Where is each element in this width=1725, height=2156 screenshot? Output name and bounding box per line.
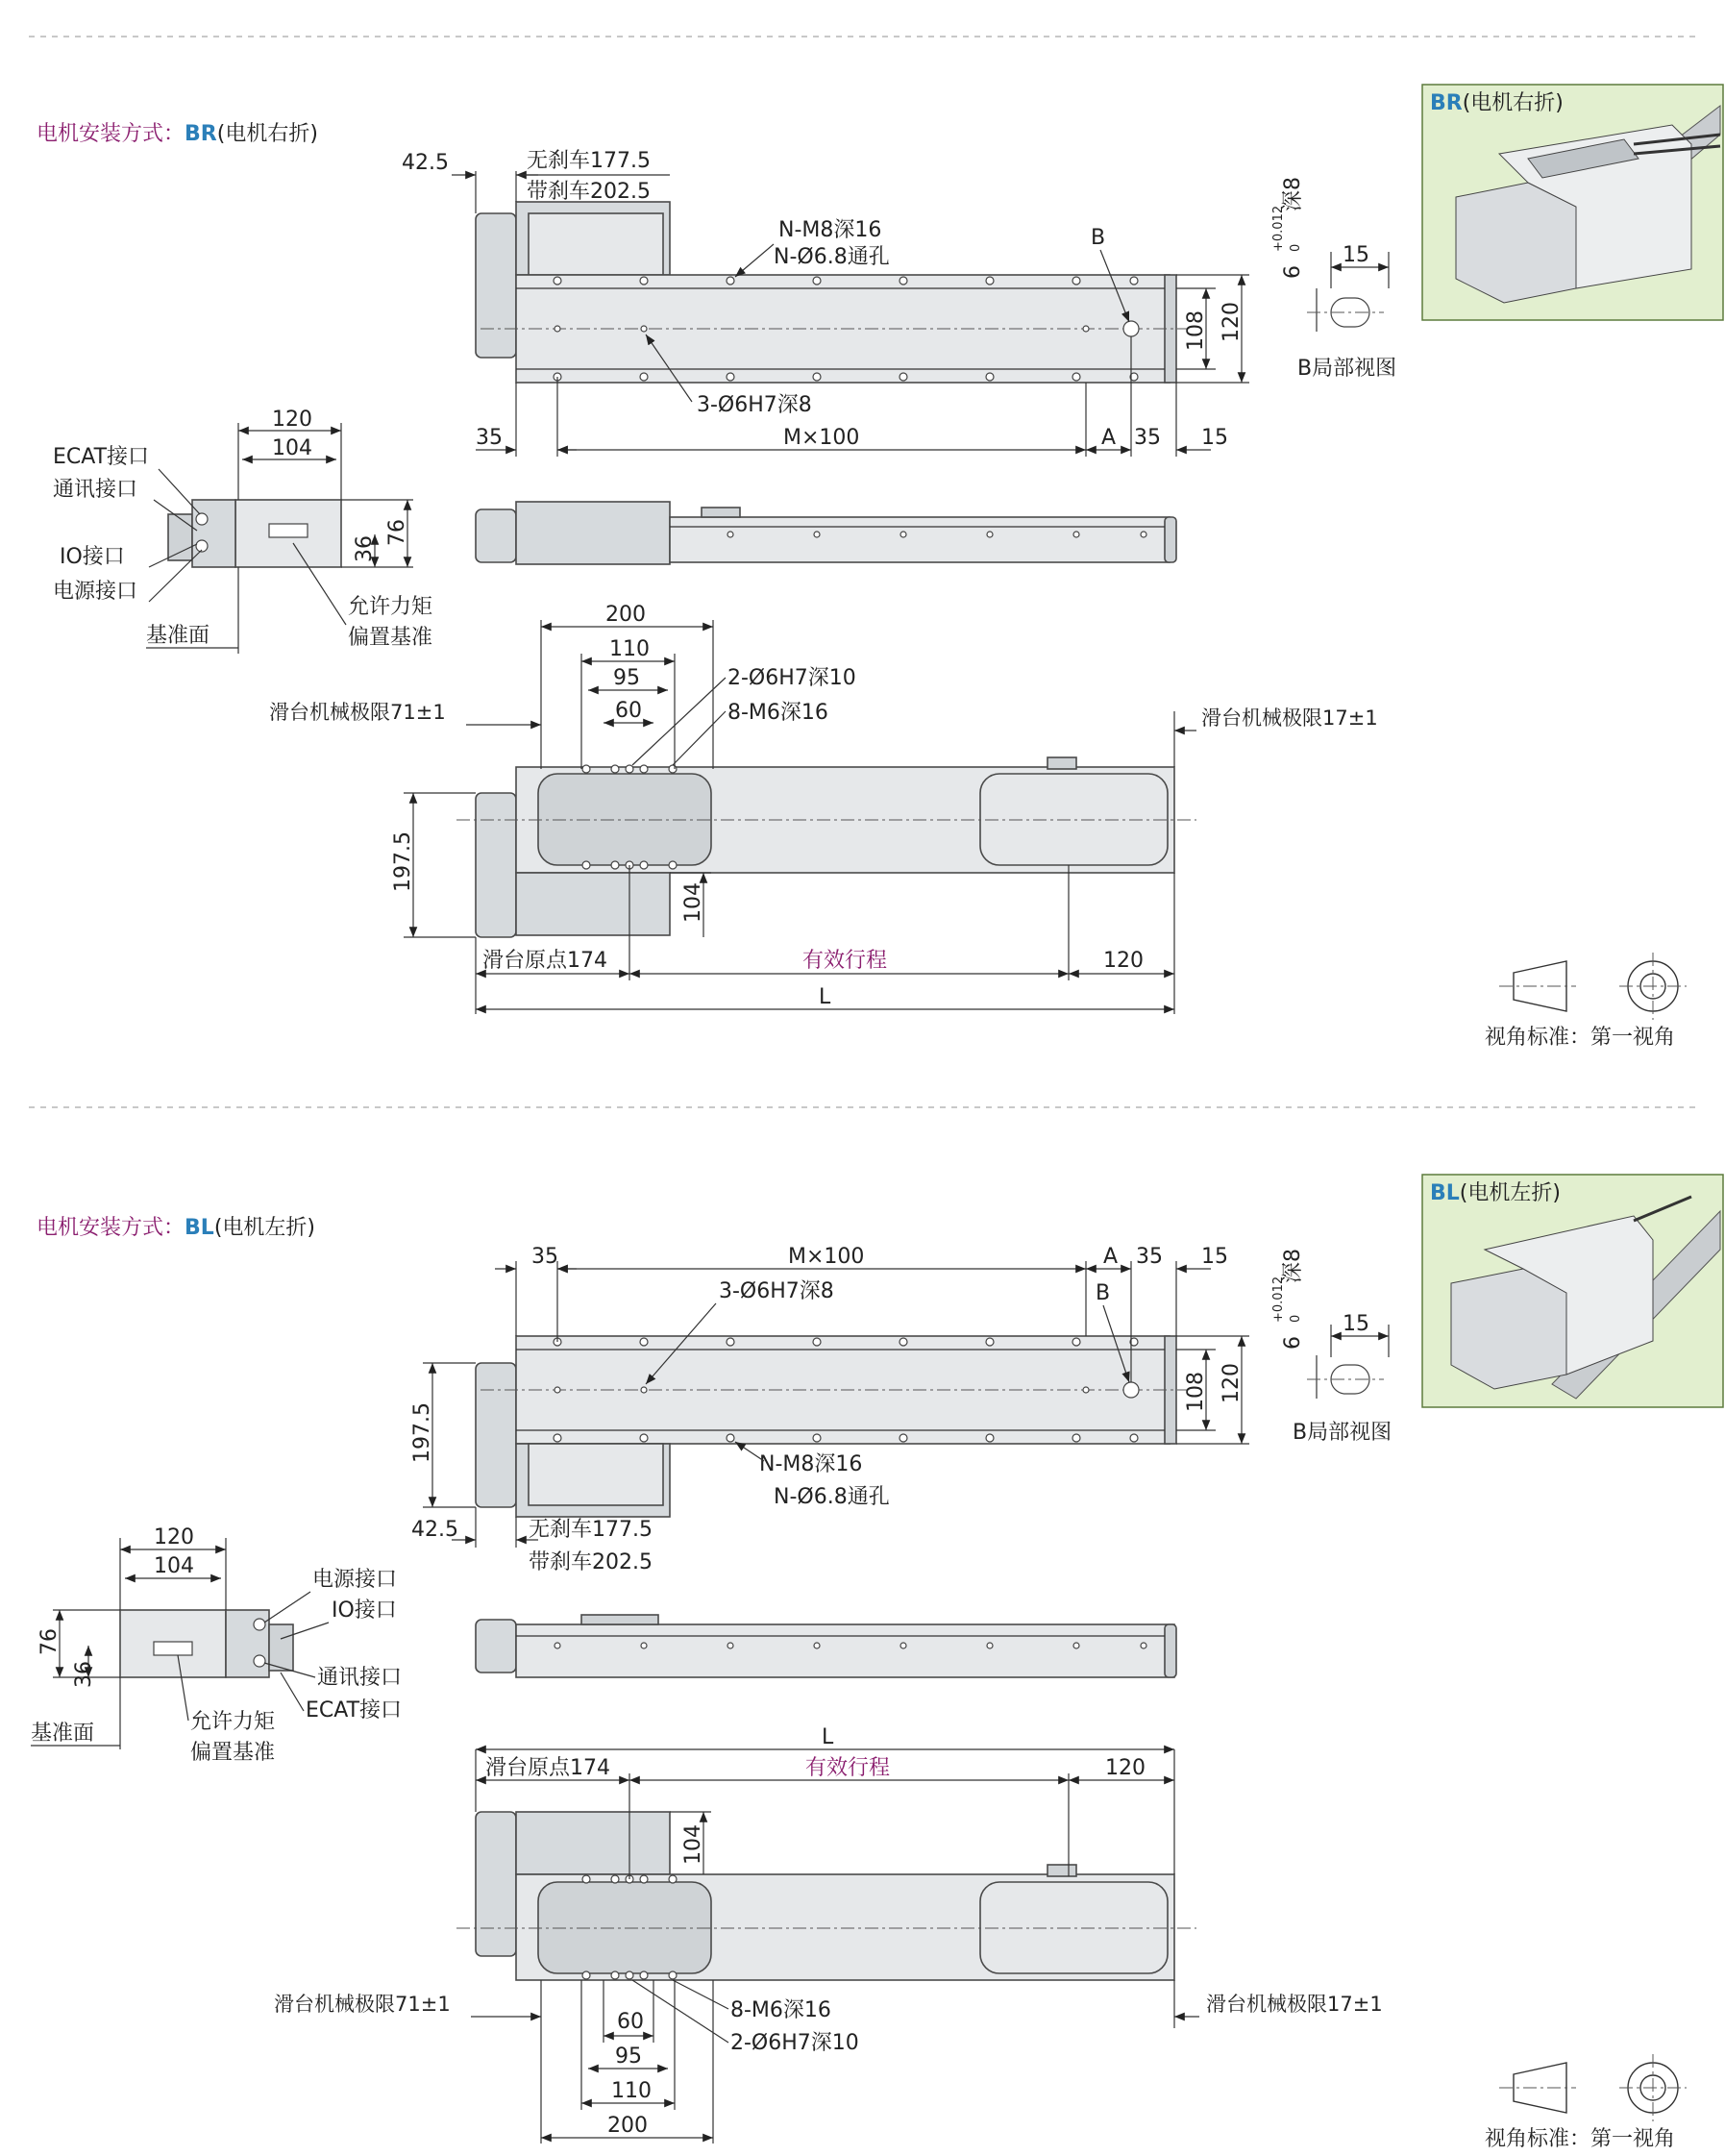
dim-35: 35 <box>476 426 503 450</box>
bl-end-dim-104: 104 <box>154 1554 194 1578</box>
dim-a: A <box>1101 426 1117 450</box>
view-standard-label: 视角标准：第一视角 <box>1485 1026 1676 1050</box>
tap-holes-label: N-M8深16 <box>778 218 882 242</box>
bl-detail-dim-15: 15 <box>1343 1312 1369 1336</box>
bl-limit-right-label: 滑台机械极限17±1 <box>1206 1993 1383 2016</box>
slide-dim-104: 104 <box>681 882 705 923</box>
datum-label: 基准面 <box>146 624 210 648</box>
dowel-holes-label: 3-Ø6H7深8 <box>697 393 812 417</box>
ecat-port-label: ECAT接口 <box>53 445 150 469</box>
bl-slide-dim-95: 95 <box>615 2044 642 2069</box>
io-port-label: IO接口 <box>60 545 125 569</box>
moment-label-1: 允许力矩 <box>348 595 433 619</box>
bl-limit-left-label: 滑台机械极限71±1 <box>274 1993 451 2016</box>
end-dim-36: 36 <box>353 535 377 562</box>
bl-origin-label: 滑台原点174 <box>485 1756 610 1780</box>
bl-view-standard-label: 视角标准：第一视角 <box>1485 2127 1676 2151</box>
end-dim-104: 104 <box>272 436 312 460</box>
bl-dowel-label: 3-Ø6H7深8 <box>719 1279 834 1303</box>
bl-detail-depth: 深8 <box>1281 1249 1305 1283</box>
detail-dim-6: 6 <box>1281 265 1305 279</box>
slide-dowel-label: 2-Ø6H7深10 <box>727 666 856 690</box>
bl-dim-35-right: 35 <box>1136 1245 1163 1269</box>
slide-dim-120: 120 <box>1103 949 1144 973</box>
detail-b-caption: B局部视图 <box>1297 357 1397 381</box>
limit-right-label: 滑台机械极限17±1 <box>1201 706 1378 730</box>
bl-dim-15: 15 <box>1201 1245 1228 1269</box>
bl-end-dim-76: 76 <box>37 1628 62 1655</box>
bl-through-holes-label: N-Ø6.8通孔 <box>774 1485 890 1509</box>
dim-42-5: 42.5 <box>402 151 449 175</box>
bl-slide-dim-104: 104 <box>681 1824 705 1865</box>
end-view-br <box>53 408 432 654</box>
bl-detail-tol-lower: 0 <box>1289 1314 1303 1323</box>
end-dim-120: 120 <box>272 408 312 432</box>
bl-dim-120: 120 <box>1220 1363 1244 1403</box>
bl-dim-a: A <box>1103 1245 1119 1269</box>
slide-view-bl <box>274 1725 1383 2144</box>
detail-tol-upper: +0.012 <box>1271 205 1286 252</box>
slide-dim-95: 95 <box>613 666 640 690</box>
bl-dim-197-5: 197.5 <box>410 1402 434 1463</box>
origin-label: 滑台原点174 <box>482 949 607 973</box>
detail-b-marker: B <box>1091 226 1106 250</box>
bl-dim-42-5: 42.5 <box>411 1518 458 1542</box>
dim-mx100: M×100 <box>783 426 860 450</box>
slide-tap-label: 8-M6深16 <box>727 701 828 725</box>
detail-depth: 深8 <box>1281 177 1305 211</box>
total-length-l: L <box>819 985 831 1009</box>
detail-b-view-bl <box>1271 1249 1392 1445</box>
dim-108: 108 <box>1184 310 1208 351</box>
power-port-label: 电源接口 <box>53 580 138 604</box>
mount-mode-title-bl: 电机安装方式：BL(电机左折) <box>37 1216 315 1240</box>
comm-port-label: 通讯接口 <box>53 478 138 502</box>
projection-symbol-bl <box>1485 2054 1687 2151</box>
no-brake-length: 无刹车177.5 <box>527 149 651 173</box>
bl-total-length-l: L <box>822 1725 834 1749</box>
end-view-bl <box>31 1525 402 1765</box>
bl-io-port-label: IO接口 <box>332 1598 397 1623</box>
slide-view-br <box>269 603 1378 1014</box>
top-view-bl <box>410 1245 1249 1574</box>
bl-dim-35: 35 <box>531 1245 558 1269</box>
bl-detail-b-marker: B <box>1096 1281 1111 1305</box>
product-photo-br <box>1422 85 1723 320</box>
bl-detail-tol-upper: +0.012 <box>1271 1276 1286 1323</box>
bl-moment-label-1: 允许力矩 <box>190 1710 276 1734</box>
mount-mode-title: 电机安装方式：BR(电机右折) <box>37 122 318 146</box>
bl-detail-dim-6: 6 <box>1281 1336 1305 1350</box>
through-holes-label: N-Ø6.8通孔 <box>774 245 890 269</box>
bl-moment-label-2: 偏置基准 <box>190 1741 276 1765</box>
section-br <box>37 85 1723 1050</box>
bl-with-brake-length: 带刹车202.5 <box>529 1550 653 1574</box>
dim-120: 120 <box>1220 302 1244 342</box>
with-brake-length: 带刹车202.5 <box>527 180 651 204</box>
slide-dim-197-5: 197.5 <box>391 831 415 892</box>
moment-label-2: 偏置基准 <box>348 626 433 650</box>
bl-stroke-label: 有效行程 <box>805 1756 891 1780</box>
top-view-br <box>402 149 1249 457</box>
bl-power-port-label: 电源接口 <box>312 1568 398 1592</box>
bl-comm-port-label: 通讯接口 <box>317 1666 403 1690</box>
bl-slide-dim-110: 110 <box>611 2079 652 2103</box>
projection-symbol-br <box>1485 953 1687 1050</box>
bl-end-dim-120: 120 <box>154 1525 194 1549</box>
detail-tol-lower: 0 <box>1289 243 1303 252</box>
dim-35-right: 35 <box>1134 426 1161 450</box>
bl-slide-dim-120: 120 <box>1105 1756 1146 1780</box>
bl-slide-dim-200: 200 <box>607 2114 648 2138</box>
bl-dim-mx100: M×100 <box>788 1245 865 1269</box>
bl-datum-label: 基准面 <box>31 1722 95 1746</box>
detail-dim-15: 15 <box>1343 243 1369 267</box>
end-dim-76: 76 <box>385 519 409 546</box>
bl-end-dim-36: 36 <box>72 1661 96 1688</box>
svg-text:BL(电机左折): BL(电机左折) <box>1430 1181 1561 1205</box>
dim-15: 15 <box>1201 426 1228 450</box>
stroke-label: 有效行程 <box>802 949 888 973</box>
bl-detail-b-caption: B局部视图 <box>1293 1421 1392 1445</box>
bl-dim-108: 108 <box>1184 1372 1208 1412</box>
slide-dim-200: 200 <box>605 603 646 627</box>
detail-b-view-br <box>1271 177 1396 381</box>
side-view-bl <box>476 1615 1176 1677</box>
side-view-br <box>476 502 1176 564</box>
slide-dim-60: 60 <box>615 699 642 723</box>
bl-slide-dowel-label: 2-Ø6H7深10 <box>730 2031 859 2055</box>
bl-slide-dim-60: 60 <box>617 2010 644 2034</box>
limit-left-label: 滑台机械极限71±1 <box>269 701 446 724</box>
product-photo-bl <box>1422 1175 1723 1407</box>
section-bl <box>31 1175 1723 2151</box>
bl-ecat-port-label: ECAT接口 <box>306 1698 403 1722</box>
svg-text:BR(电机右折): BR(电机右折) <box>1430 91 1564 115</box>
slide-dim-110: 110 <box>609 637 650 661</box>
bl-tap-holes-label: N-M8深16 <box>759 1452 863 1476</box>
bl-slide-tap-label: 8-M6深16 <box>730 1998 831 2022</box>
bl-no-brake-length: 无刹车177.5 <box>529 1518 653 1542</box>
